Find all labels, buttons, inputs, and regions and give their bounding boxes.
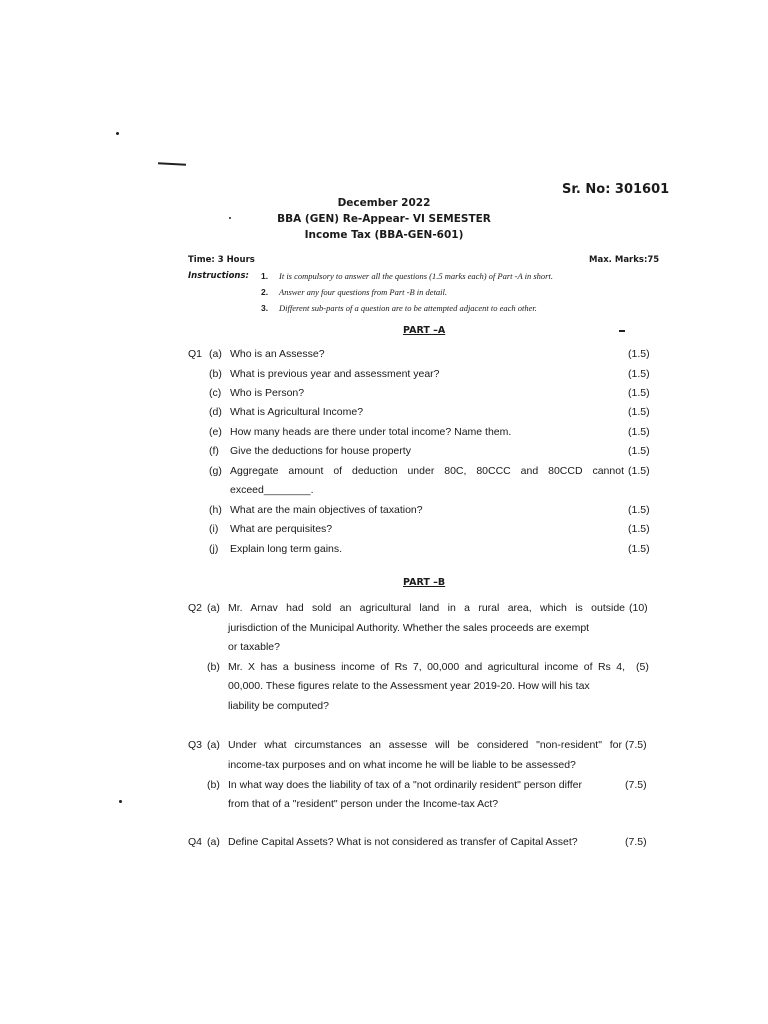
subquestion-text: How many heads are there under total income? Name them. <box>230 426 512 438</box>
question-number: Q4 <box>188 836 203 848</box>
subquestion-label: (g) <box>209 465 222 477</box>
scan-mark <box>158 162 186 165</box>
marks: (1.5) <box>628 387 650 399</box>
marks: (1.5) <box>628 504 650 516</box>
marks: (7.5) <box>625 739 647 751</box>
subquestion-label: (b) <box>209 368 222 380</box>
subquestion-label: (e) <box>209 426 222 438</box>
time-allowed: Time: 3 Hours <box>188 255 255 265</box>
subquestion-label: (a) <box>207 739 220 751</box>
instruction-number: 1. <box>261 271 269 281</box>
subquestion-text: Mr. X has a business income of Rs 7, 00,000 and agricultural income of Rs 4, <box>228 661 625 673</box>
subquestion-text: What is Agricultural Income? <box>230 406 364 418</box>
subquestion-text: liability be computed? <box>228 700 329 712</box>
instructions-label: Instructions: <box>188 271 249 281</box>
marks: (10) <box>629 602 648 614</box>
instruction-text: Different sub-parts of a question are to be attempted adjacent to each other. <box>279 303 537 313</box>
marks: (7.5) <box>625 836 647 848</box>
instruction-number: 2. <box>261 287 269 297</box>
scan-mark <box>619 330 625 332</box>
part-b-title: PART –B <box>403 577 446 588</box>
max-marks: Max. Marks:75 <box>589 255 660 265</box>
scan-speck <box>119 800 122 803</box>
subquestion-text-continued: exceed________. <box>230 484 314 496</box>
subquestion-label: (a) <box>207 602 220 614</box>
marks: (5) <box>636 661 649 673</box>
scan-speck <box>116 132 119 135</box>
subquestion-text: Under what circumstances an assesse will be considered "non-resident" for <box>228 739 622 751</box>
subquestion-label: (j) <box>209 543 219 555</box>
marks: (1.5) <box>628 445 650 457</box>
question-number: Q3 <box>188 739 203 751</box>
subquestion-text: Define Capital Assets? What is not considered as transfer of Capital Asset? <box>228 836 578 848</box>
paper-title: Income Tax (BBA-GEN-601) <box>304 229 464 241</box>
subquestion-text: Mr. Arnav had sold an agricultural land in a rural area, which is outside <box>228 602 625 614</box>
subquestion-label: (c) <box>209 387 222 399</box>
marks: (1.5) <box>628 406 650 418</box>
question-number: Q1 <box>188 348 203 360</box>
subquestion-text: 00,000. These figures relate to the Assessment year 2019-20. How will his tax <box>228 680 590 692</box>
subquestion-label: (b) <box>207 661 220 673</box>
marks: (1.5) <box>628 465 650 477</box>
instruction-text: Answer any four questions from Part -B in detail. <box>279 287 448 297</box>
subquestion-label: (d) <box>209 406 222 418</box>
subquestion-label: (f) <box>209 445 219 457</box>
subquestion-label: (a) <box>207 836 220 848</box>
marks: (1.5) <box>628 543 650 555</box>
subquestion-text: What is previous year and assessment year? <box>230 368 440 380</box>
subquestion-text: Give the deductions for house property <box>230 445 411 457</box>
question-number: Q2 <box>188 602 203 614</box>
subquestion-text: jurisdiction of the Municipal Authority. Whether the sales proceeds are exempt <box>228 622 590 634</box>
marks: (1.5) <box>628 368 650 380</box>
part-a-title: PART –A <box>403 325 446 336</box>
marks: (1.5) <box>628 348 650 360</box>
subquestion-label: (a) <box>209 348 222 360</box>
subquestion-text: Who is an Assesse? <box>230 348 325 360</box>
subquestion-text: Explain long term gains. <box>230 543 343 555</box>
subquestion-text: In what way does the liability of tax of a "not ordinarily resident" person differ <box>228 779 582 791</box>
subquestion-label: (b) <box>207 779 220 791</box>
course-title: BBA (GEN) Re-Appear- VI SEMESTER <box>277 213 491 225</box>
subquestion-text: or taxable? <box>228 641 280 653</box>
serial-number: Sr. No: 301601 <box>562 182 670 197</box>
subquestion-text: Who is Person? <box>230 387 305 399</box>
subquestion-text: What are the main objectives of taxation? <box>230 504 423 516</box>
subquestion-text: income-tax purposes and on what income he will be liable to be assessed? <box>228 759 576 771</box>
subquestion-text: Aggregate amount of deduction under 80C, 80CCC and 80CCD cannot <box>230 465 624 477</box>
subquestion-text: What are perquisites? <box>230 523 333 535</box>
instruction-text: It is compulsory to answer all the questions (1.5 marks each) of Part -A in short. <box>279 271 553 281</box>
marks: (1.5) <box>628 426 650 438</box>
exam-date: December 2022 <box>337 197 431 209</box>
subquestion-text: from that of a "resident" person under the Income-tax Act? <box>228 798 499 810</box>
subquestion-label: (h) <box>209 504 222 516</box>
instruction-number: 3. <box>261 303 269 313</box>
subquestion-label: (i) <box>209 523 219 535</box>
marks: (7.5) <box>625 779 647 791</box>
marks: (1.5) <box>628 523 650 535</box>
